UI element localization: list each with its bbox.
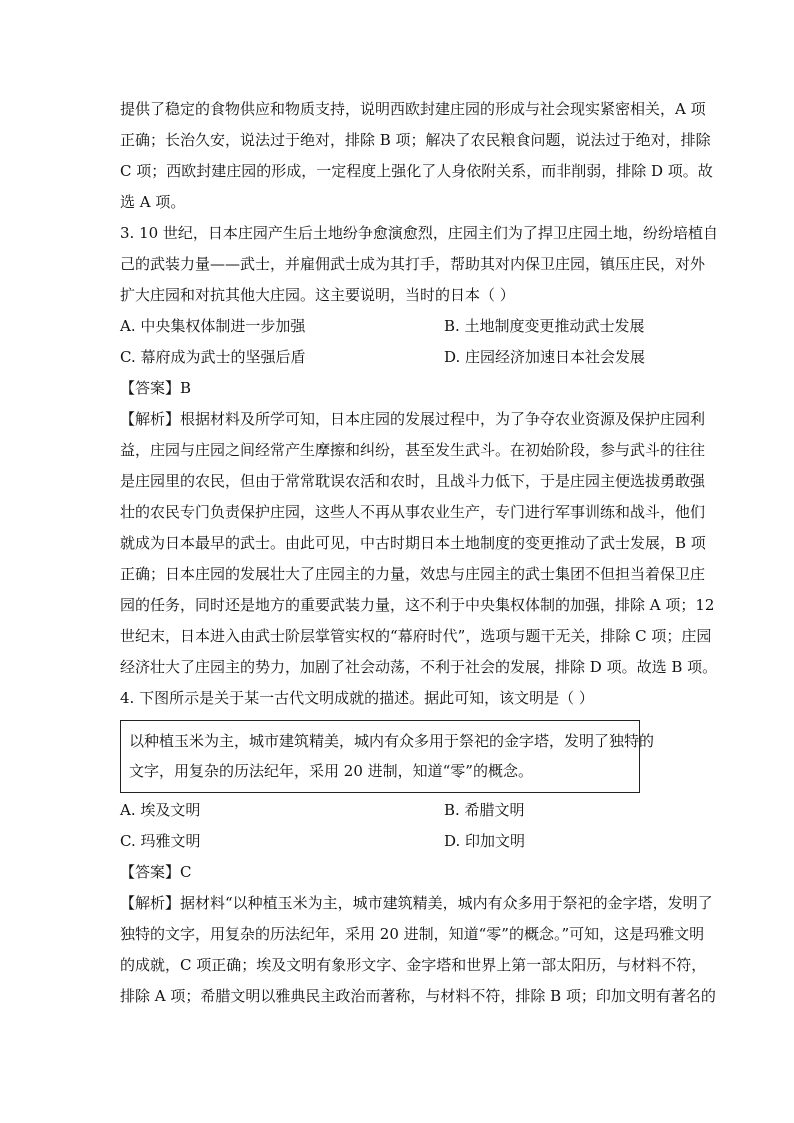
question-stem-line: 扩大庄园和对抗其他大庄园。这主要说明，当时的日本（ ）	[120, 286, 515, 304]
analysis-line: 园的任务，同时还是地方的重要武装力量，这不利于中央集权体制的加强，排除 A 项；12	[120, 596, 715, 614]
question-stem-line: 3. 10 世纪，日本庄园产生后土地纷争愈演愈烈，庄园主们为了捍卫庄园土地，纷纷培植自	[120, 224, 718, 242]
option-a: A. 埃及文明	[120, 801, 201, 819]
option-d: D. 庄园经济加速日本社会发展	[444, 348, 646, 366]
analysis-line: 壮的农民专门负责保护庄园，这些人不再从事农业生产，专门进行军事训练和战斗，他们	[120, 503, 706, 521]
analysis-line: 的成就，C 项正确；埃及文明有象形文字、金字塔和世界上第一部太阳历，与材料不符，	[120, 956, 707, 974]
analysis-block	[120, 888, 716, 1012]
options-row	[120, 342, 680, 373]
answer-line: 【答案】C	[120, 863, 192, 881]
question-stem-line: 己的武装力量——武士，并雇佣武士成为其打手，帮助其对内保卫庄园，镇压庄民，对外	[120, 255, 706, 273]
option-c: C. 玛雅文明	[120, 832, 201, 850]
options-row	[120, 795, 680, 826]
analysis-line: 独特的文字，用复杂的历法纪年，采用 20 进制，知道“零”的概念。”可知，这是玛雅文明	[120, 925, 705, 943]
option-b: B. 土地制度变更推动武士发展	[444, 317, 645, 335]
options-row	[120, 311, 680, 342]
question-3	[120, 218, 718, 683]
option-c: C. 幕府成为武士的坚强后盾	[120, 348, 306, 366]
options-row	[120, 826, 680, 857]
question-4	[120, 683, 716, 1012]
previous-analysis-block	[120, 94, 713, 218]
analysis-line: 经济壮大了庄园主的势力，加剧了社会动荡，不利于社会的发展，排除 D 项。故选 B 项。	[120, 658, 718, 676]
text-line: C 项；西欧封建庄园的形成，一定程度上强化了人身依附关系，而非削弱，排除 D 项。故	[120, 162, 713, 180]
text-line: 正确；长治久安，说法过于绝对，排除 B 项；解决了农民粮食问题，说法过于绝对，排除	[120, 131, 711, 149]
option-a: A. 中央集权体制进一步加强	[120, 317, 306, 335]
question-stem-line: 4. 下图所示是关于某一古代文明成就的描述。据此可知，该文明是（ ）	[120, 689, 594, 707]
text-line: 提供了稳定的食物供应和物质支持，说明西欧封建庄园的形成与社会现实紧密相关，A 项	[120, 100, 706, 118]
analysis-line: 是庄园里的农民，但由于常常耽误农活和农时，且战斗力低下，于是庄园主便选拔勇敢强	[120, 472, 706, 490]
page-content	[120, 94, 718, 1012]
analysis-line: 排除 A 项；希腊文明以雅典民主政治而著称，与材料不符，排除 B 项；印加文明有著名的	[120, 987, 716, 1005]
analysis-line: 世纪末，日本进入由武士阶层掌管实权的“幕府时代”，选项与题干无关，排除 C 项；庄园	[120, 627, 712, 645]
analysis-line: 益，庄园与庄园之间经常产生摩擦和纠纷，甚至发生武斗。在初始阶段，参与武斗的往往	[120, 441, 706, 459]
analysis-block	[120, 404, 718, 683]
option-b: B. 希腊文明	[444, 801, 525, 819]
option-d: D. 印加文明	[444, 832, 526, 850]
material-box	[120, 720, 655, 793]
material-line: 文字，用复杂的历法纪年，采用 20 进制，知道“零”的概念。	[129, 762, 533, 780]
analysis-line: 【解析】据材料“以种植玉米为主，城市建筑精美，城内有众多用于祭祀的金字塔，发明了	[120, 894, 713, 912]
analysis-line: 就成为日本最早的武士。由此可见，中古时期日本土地制度的变更推动了武士发展，B 项	[120, 534, 706, 552]
analysis-line: 【解析】根据材料及所学可知，日本庄园的发展过程中，为了争夺农业资源及保护庄园利	[120, 410, 706, 428]
text-line: 选 A 项。	[120, 193, 186, 211]
analysis-line: 正确；日本庄园的发展壮大了庄园主的力量，效忠与庄园主的武士集团不但担当着保卫庄	[120, 565, 706, 583]
answer-line: 【答案】B	[120, 379, 192, 397]
material-line: 以种植玉米为主，城市建筑精美，城内有众多用于祭祀的金字塔，发明了独特的	[129, 732, 655, 750]
